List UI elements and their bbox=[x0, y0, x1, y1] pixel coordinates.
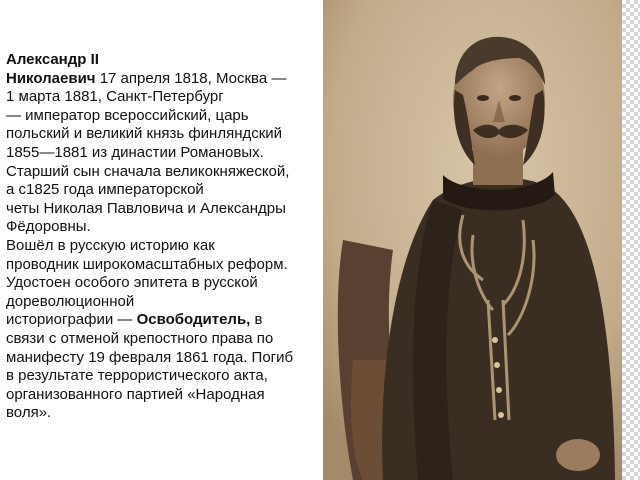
text-segment: в результате террористического акта, bbox=[6, 367, 268, 385]
bold-text: Николаевич bbox=[6, 69, 96, 87]
text-segment: дореволюционной bbox=[6, 292, 135, 310]
text-segment: четы Николая Павловича и Александры bbox=[6, 199, 286, 217]
text-line bbox=[6, 125, 322, 144]
text-line bbox=[6, 200, 322, 219]
text-line bbox=[6, 144, 322, 163]
text-segment: 1 марта 1881, Санкт-Петербург bbox=[6, 88, 224, 106]
text-line bbox=[6, 181, 322, 200]
text-segment: манифесту 19 февраля 1861 года. Погиб bbox=[6, 348, 294, 366]
text-line bbox=[6, 386, 322, 405]
text-line bbox=[6, 237, 322, 256]
text-line bbox=[6, 274, 322, 293]
biography-text bbox=[6, 51, 322, 423]
portrait-photo-icon bbox=[323, 0, 640, 480]
text-line bbox=[6, 349, 322, 368]
text-line bbox=[6, 51, 322, 70]
text-line bbox=[6, 88, 322, 107]
text-line bbox=[6, 311, 322, 330]
text-segment: — император всероссийский, царь bbox=[6, 106, 249, 124]
transparent-edge bbox=[622, 0, 640, 480]
text-line bbox=[6, 404, 322, 423]
text-segment: Удостоен особого эпитета в русской bbox=[6, 274, 258, 292]
hand bbox=[556, 439, 600, 471]
bold-text: Освободитель, bbox=[136, 311, 251, 329]
text-line bbox=[6, 330, 322, 349]
text-line bbox=[6, 107, 322, 126]
text-segment: Вошёл в русскую историю как bbox=[6, 236, 215, 254]
text-line bbox=[6, 163, 322, 182]
text-segment: а с1825 года императорской bbox=[6, 181, 204, 199]
text-line bbox=[6, 256, 322, 275]
text-segment: 1855—1881 из династии Романовых. bbox=[6, 143, 264, 161]
portrait-photo-svg bbox=[323, 0, 640, 480]
text-line bbox=[6, 70, 322, 89]
text-line bbox=[6, 367, 322, 386]
text-segment: проводник широкомасштабных реформ. bbox=[6, 255, 288, 273]
text-segment: в bbox=[250, 311, 263, 329]
text-segment: Старший сын сначала великокняжеской, bbox=[6, 162, 290, 180]
text-segment: 17 апреля 1818, Москва — bbox=[95, 69, 287, 87]
text-segment: Фёдоровны. bbox=[6, 218, 91, 236]
text-segment: историографии — bbox=[6, 311, 137, 329]
text-segment: связи с отменой крепостного права по bbox=[6, 329, 274, 347]
text-segment: польский и великий князь финляндский bbox=[6, 125, 283, 143]
text-line bbox=[6, 293, 322, 312]
text-segment: воля». bbox=[6, 404, 52, 422]
eye-left bbox=[477, 95, 489, 101]
text-line bbox=[6, 218, 322, 237]
text-segment: организованного партией «Народная bbox=[6, 385, 265, 403]
eye-right bbox=[509, 95, 521, 101]
bold-text: Александр II bbox=[6, 51, 99, 68]
